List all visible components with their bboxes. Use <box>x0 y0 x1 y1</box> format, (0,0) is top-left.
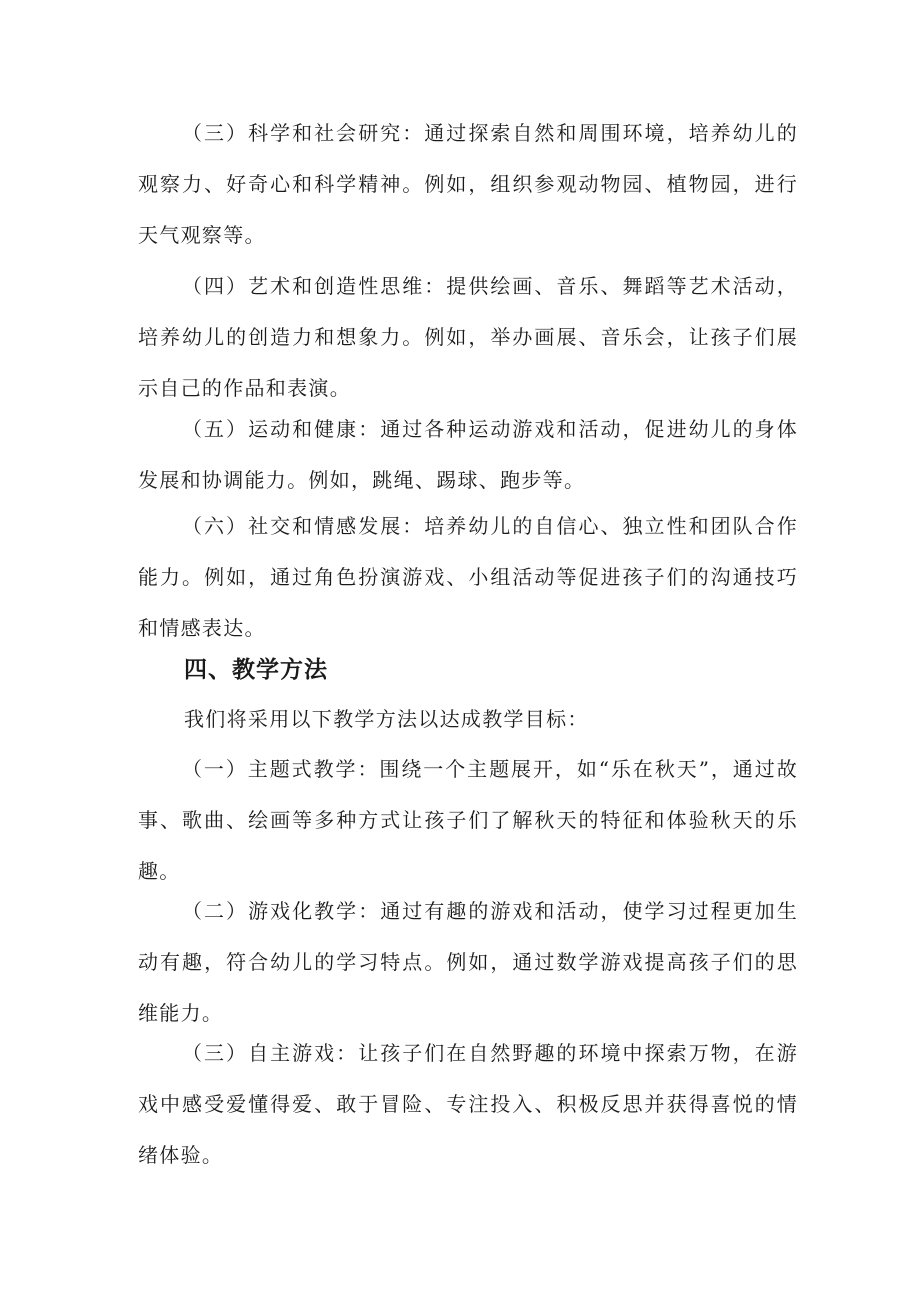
section-intro: 我们将采用以下教学方法以达成教学目标： <box>184 707 589 731</box>
paragraph-sports-health: （五）运动和健康：通过各种运动游戏和活动，促进幼儿的身体发展和协调能力。例如，跳绳、踢球、跑步等。 <box>138 417 798 492</box>
paragraph-art-creativity: （四）艺术和创造性思维：提供绘画、音乐、舞蹈等艺术活动，培养幼儿的创造力和想象力。例如，举办画展、音乐会，让孩子们展示自己的作品和表演。 <box>138 274 798 400</box>
paragraph-science-social: （三）科学和社会研究：通过探索自然和周围环境，培养幼儿的观察力、好奇心和科学精神。例如，组织参观动物园、植物园，进行天气观察等。 <box>138 121 798 247</box>
paragraph-thematic-teaching: （一）主题式教学：围绕一个主题展开，如“乐在秋天”，通过故事、歌曲、绘画等多种方式让孩子们了解秋天的特征和体验秋天的乐趣。 <box>138 757 798 883</box>
paragraph-free-play: （三）自主游戏：让孩子们在自然野趣的环境中探索万物，在游戏中感受爱懂得爱、敢于冒险、专注投入、积极反思并获得喜悦的情绪体验。 <box>138 1041 798 1167</box>
paragraph-gamified-teaching: （二）游戏化教学：通过有趣的游戏和活动，使学习过程更加生动有趣，符合幼儿的学习特点。例如，通过数学游戏提高孩子们的思维能力。 <box>138 899 798 1025</box>
paragraph-social-emotional: （六）社交和情感发展：培养幼儿的自信心、独立性和团队合作能力。例如，通过角色扮演游戏、小组活动等促进孩子们的沟通技巧和情感表达。 <box>138 514 798 640</box>
section-heading-teaching-methods: 四、教学方法 <box>184 657 328 683</box>
